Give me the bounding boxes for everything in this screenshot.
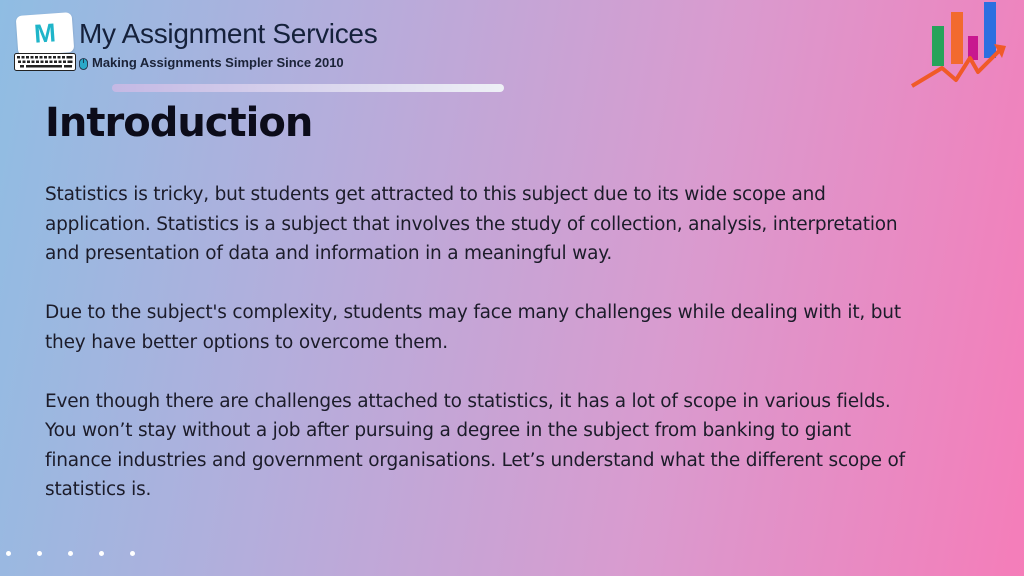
title-accent-bar	[112, 84, 504, 92]
intro-paragraph-1: Statistics is tricky, but students get attracted to this subject due to its wide scope and application. Statistics is a subject that involves the study of collection, analysis, interpretation and presentation of data and information in a meaningful way.	[45, 184, 898, 264]
slide-body	[45, 180, 905, 534]
logo-letter: M	[33, 17, 57, 49]
dot	[130, 551, 135, 556]
chart-bar-green	[932, 26, 944, 66]
dot	[6, 551, 11, 556]
logo-badge	[16, 12, 75, 56]
brand-tagline: Making Assignments Simpler Since 2010	[92, 55, 344, 70]
bar-chart-arrow-icon	[908, 0, 1008, 92]
brand-name: My Assignment Services	[79, 18, 378, 49]
keyboard-icon	[14, 53, 76, 71]
dot	[99, 551, 104, 556]
intro-paragraph-2: Due to the subject's complexity, students may face many challenges while dealing with it, but they have better options to overcome them.	[45, 302, 901, 353]
chart-bar-blue	[984, 2, 996, 58]
dot	[37, 551, 42, 556]
chart-bar-orange	[951, 12, 963, 64]
dot	[68, 551, 73, 556]
slide-title: Introduction	[45, 100, 313, 146]
mouse-icon	[79, 58, 88, 70]
intro-paragraph-3: Even though there are challenges attached to statistics, it has a lot of scope in various fields. You won’t stay without a job after pursuing a degree in the subject from banking to giant finance industries and government organisations. Let’s understand what the different scope of statistics is.	[45, 390, 905, 500]
